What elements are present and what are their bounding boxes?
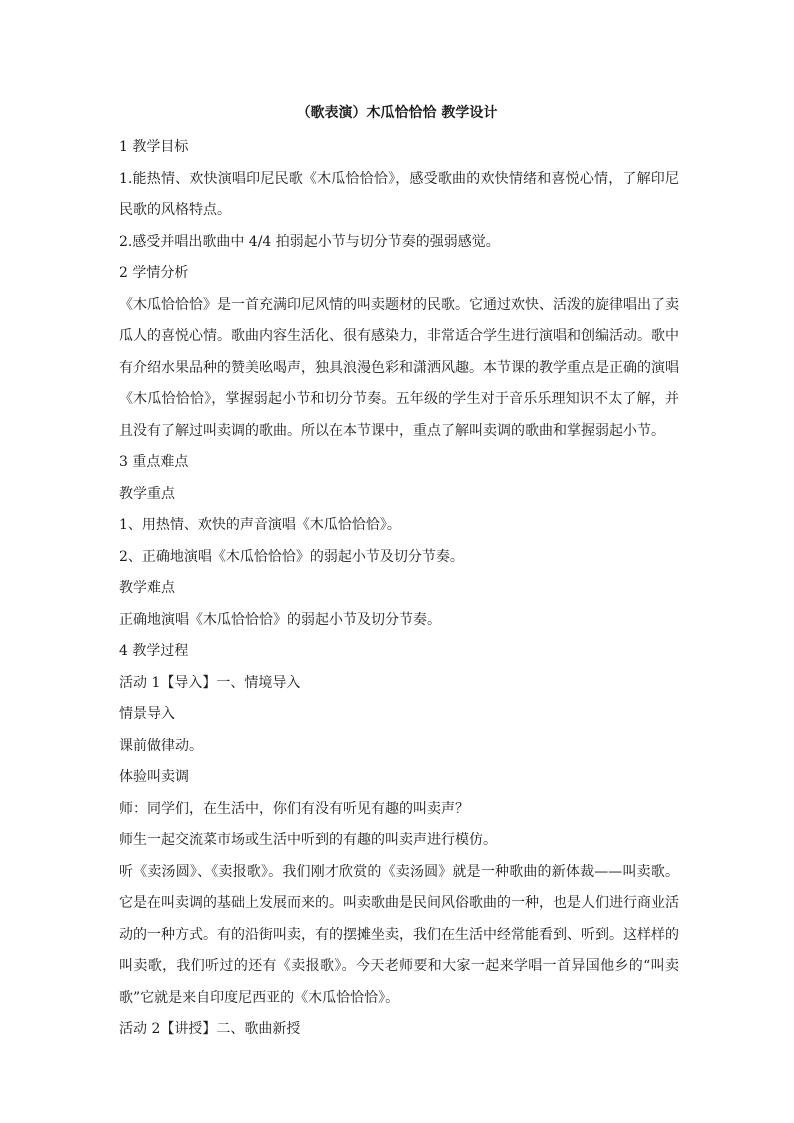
paragraph-key-point-2: 2、正确地演唱《木瓜恰恰恰》的弱起小节及切分节奏。 [119,548,464,565]
paragraph-objective-1: 1.能热情、欢快演唱印尼民歌《木瓜恰恰恰》，感受歌曲的欢快情绪和喜悦心情，了解印尼民歌的风格特点。 [119,170,679,218]
section-heading-analysis: 2 学情分析 [119,265,189,281]
paragraph-listening: 听《卖汤圆》、《卖报歌》。我们刚才欣赏的《卖汤圆》就是一种歌曲的新体裁——叫卖歌。它是在叫卖调的基础上发展而来的。叫卖歌曲是民间风俗歌曲的一种，也是人们进行商业活动的一种方式。有的沿街叫卖，有的摆摊坐卖，我们在生活中经常能看到、听到。这样样的叫卖歌，我们听过的还有《卖报歌》。今天老师要和大家一起来学唱一首异国他乡的“叫卖歌”它就是来自印度尼西亚的《木瓜恰恰恰》。 [119,863,679,1006]
paragraph-analysis: 《木瓜恰恰恰》是一首充满印尼风情的叫卖题材的民歌。它通过欢快、活泼的旋律唱出了卖瓜人的喜悦心情。歌曲内容生活化、很有感染力，非常适合学生进行演唱和创编活动。歌中有介绍水果品种的赞美吆喝声，独具浪漫色彩和潇洒风趣。本节课的教学重点是正确的演唱《木瓜恰恰恰》，掌握弱起小节和切分节奏。五年级的学生对于音乐乐理知识不太了解，并且没有了解过叫卖调的歌曲。所以在本节课中，重点了解叫卖调的歌曲和掌握弱起小节。 [119,296,679,439]
paragraph-objective-2: 2.感受并唱出歌曲中 4/4 拍弱起小节与切分节奏的强弱感觉。 [119,233,500,250]
subheading-difficulty: 教学难点 [119,580,175,596]
paragraph-experience: 体验叫卖调 [119,769,189,785]
paragraph-difficulty: 正确地演唱《木瓜恰恰恰》的弱起小节及切分节奏。 [119,611,441,628]
document-title: （歌表演）木瓜恰恰恰 教学设计 [296,105,498,121]
paragraph-exchange: 师生一起交流菜市场或生活中听到的有趣的叫卖声进行模仿。 [119,832,497,848]
document-body [119,132,679,1046]
paragraph-warmup: 课前做律动。 [119,737,203,754]
paragraph-teacher-question: 师：同学们，在生活中，你们有没有听见有趣的叫卖声？ [119,800,469,817]
section-heading-objectives: 1 教学目标 [119,139,189,155]
section-heading-key-points: 3 重点难点 [119,454,189,470]
paragraph-key-point-1: 1、用热情、欢快的声音演唱《木瓜恰恰恰》。 [119,517,401,533]
subheading-key-point: 教学重点 [119,485,175,502]
activity-1-heading: 活动 1【导入】一、情境导入 [119,674,301,691]
paragraph-scene-intro: 情景导入 [119,706,175,722]
section-heading-process: 4 教学过程 [119,643,189,659]
activity-2-heading: 活动 2【讲授】二、歌曲新授 [119,1021,301,1037]
